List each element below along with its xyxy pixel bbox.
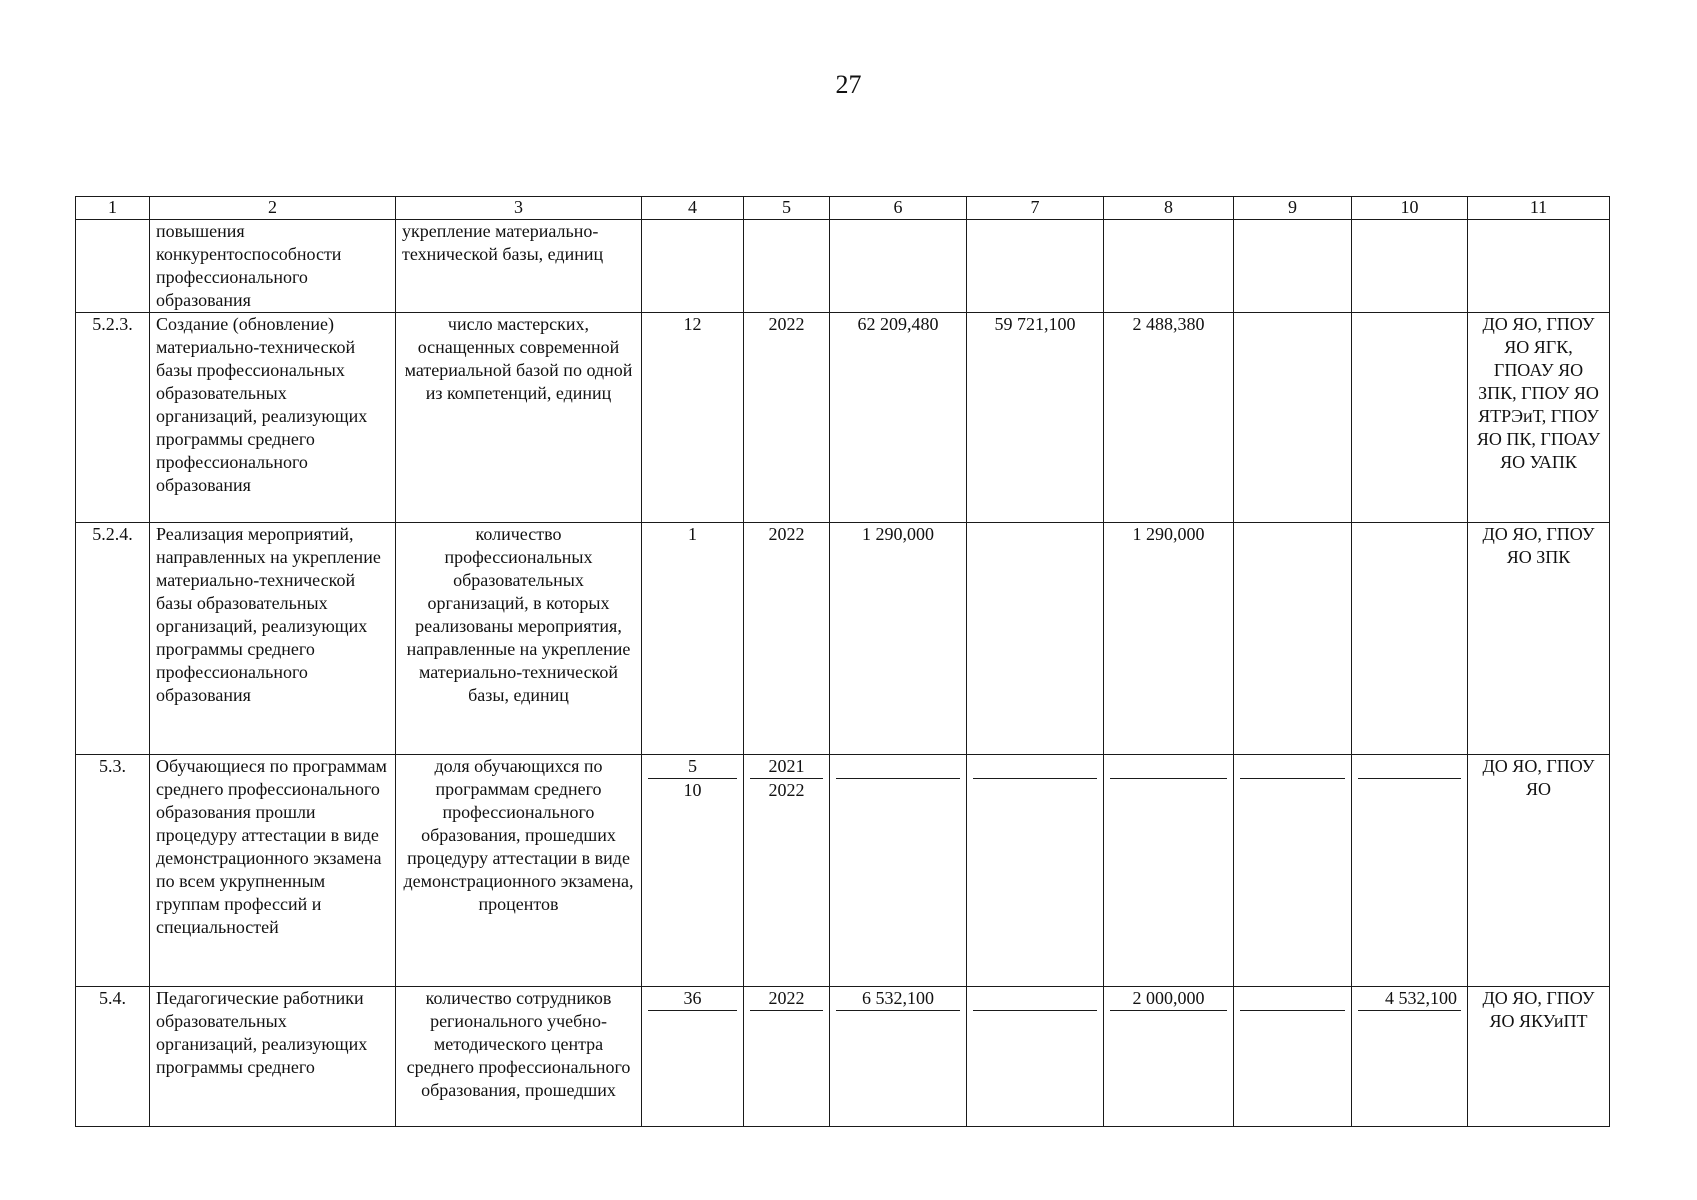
header-cell: 4 [642,197,744,220]
table-row [76,313,1610,523]
indicator: количество профессиональных образовательных организаций, в которых реализованы мероприятия, направленные на укрепление материально-технической базы, единиц [396,523,642,755]
budget-total: 1 290,000 [830,523,967,755]
table-row [76,987,1610,1127]
indicator: укрепление материально-технической базы, единиц [396,220,642,313]
row-number: 5.2.3. [76,313,150,523]
indicator: число мастерских, оснащенных современной материальной базой по одной из компетенций, единиц [396,313,642,523]
header-cell: 1 [76,197,150,220]
header-cell: 5 [744,197,830,220]
indicator: доля обучающихся по программам среднего профессионального образования, прошедших процедуру аттестации в виде демонстрационного экзамена, процентов [396,755,642,987]
other-sources: 4 532,100 [1358,987,1461,1011]
header-cell: 7 [967,197,1104,220]
task-name: Реализация мероприятий, направленных на укрепление материально-технической базы образовательных организаций, реализующих программы среднего профессионального образования [150,523,396,755]
executor: ДО ЯО, ГПОУ ЯО [1468,755,1610,987]
budget-total [830,755,967,987]
regional-budget [1104,220,1234,313]
year: 2022 [744,523,830,755]
other-sources [1352,220,1468,313]
page-number: 27 [835,70,862,99]
local-budget [1234,755,1352,987]
federal-budget [967,523,1104,755]
table-row [76,523,1610,755]
year-cell [744,987,830,1127]
regional-budget: 1 290,000 [1104,523,1234,755]
table-row [76,755,1610,987]
indicator-value: 10 [683,780,702,800]
indicator-value [642,220,744,313]
local-budget [1240,987,1345,1011]
local-budget [1234,313,1352,523]
table-header-row [76,197,1610,220]
row-number: 5.2.4. [76,523,150,755]
other-sources [1352,755,1468,987]
task-name: повышения конкурентоспособности профессионального образования [150,220,396,313]
task-name: Обучающиеся по программам среднего профессионального образования прошли процедуру аттестации в виде демонстрационного экзамена по всем укрупненным группам профессий и специальностей [150,755,396,987]
local-budget [1234,220,1352,313]
year: 2021 [750,755,823,779]
federal-budget-cell [967,987,1104,1127]
header-cell: 9 [1234,197,1352,220]
year: 2022 [750,987,823,1011]
year: 2022 [744,313,830,523]
task-name: Педагогические работники образовательных организаций, реализующих программы среднего [150,987,396,1127]
header-cell: 3 [396,197,642,220]
executor [1468,220,1610,313]
year-cell [744,755,830,987]
executor: ДО ЯО, ГПОУ ЯО ЯГК, ГПОАУ ЯО ЗПК, ГПОУ ЯО ЯТРЭиТ, ГПОУ ЯО ПК, ГПОАУ ЯО УАПК [1468,313,1610,523]
local-budget-cell [1234,987,1352,1127]
regional-budget: 2 000,000 [1110,987,1227,1011]
indicator-value-cell [642,755,744,987]
other-sources-cell [1352,987,1468,1127]
budget-total: 6 532,100 [836,987,960,1011]
federal-budget [973,987,1097,1011]
row-number [76,220,150,313]
header-cell: 6 [830,197,967,220]
header-cell: 8 [1104,197,1234,220]
other-sources [1352,523,1468,755]
local-budget [1234,523,1352,755]
indicator-value: 36 [648,987,737,1011]
header-cell: 10 [1352,197,1468,220]
budget-total: 62 209,480 [830,313,967,523]
program-table [75,196,1610,1127]
row-number: 5.4. [76,987,150,1127]
indicator-value: 12 [642,313,744,523]
indicator-value-cell [642,987,744,1127]
federal-budget: 59 721,100 [967,313,1104,523]
year: 2022 [768,780,805,800]
regional-budget-cell [1104,987,1234,1127]
other-sources [1352,313,1468,523]
indicator-value: 1 [642,523,744,755]
indicator-value: 5 [648,755,737,779]
executor: ДО ЯО, ГПОУ ЯО ЯКУиПТ [1468,987,1610,1127]
regional-budget: 2 488,380 [1104,313,1234,523]
regional-budget [1104,755,1234,987]
header-cell: 2 [150,197,396,220]
federal-budget [967,220,1104,313]
row-number: 5.3. [76,755,150,987]
header-cell: 11 [1468,197,1610,220]
table-row [76,220,1610,313]
indicator: количество сотрудников регионального учебно-методического центра среднего профессионального образования, прошедших [396,987,642,1127]
task-name: Создание (обновление) материально-технической базы профессиональных образовательных организаций, реализующих программы среднего профессионального образования [150,313,396,523]
year [744,220,830,313]
budget-total [830,220,967,313]
federal-budget [967,755,1104,987]
executor: ДО ЯО, ГПОУ ЯО ЗПК [1468,523,1610,755]
budget-total-cell [830,987,967,1127]
